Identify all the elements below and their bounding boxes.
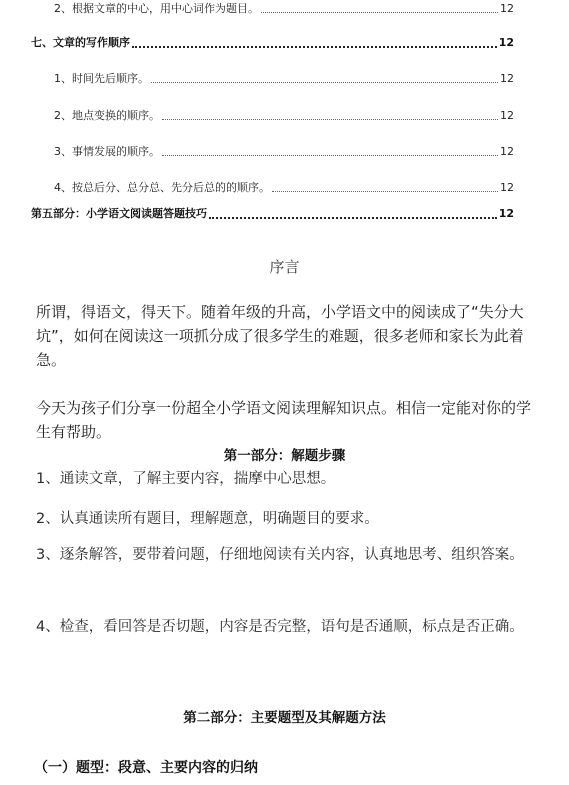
toc-page-number: 12 [500,72,514,85]
toc-entry[interactable] [31,207,514,222]
toc-leader-dots [132,36,497,48]
preface-paragraph: 今天为孩子们分享一份超全小学语文阅读理解知识点。相信一定能对你的学生有帮助。 [36,399,532,441]
step-item: 3、逐条解答，要带着问题，仔细地阅读有关内容，认真地思考、组织答案。 [36,547,524,563]
toc-entry[interactable] [54,2,514,16]
toc-entry-text: 2、根据文章的中心，用中心词作为题目。 [54,2,259,15]
toc-entry[interactable] [54,109,514,123]
toc-page-number: 12 [500,145,514,158]
subsection-heading: （一）题型：段意、主要内容的归纳 [34,760,258,776]
toc-entry[interactable] [54,145,514,159]
toc-entry-text: 七、文章的写作顺序 [31,36,130,49]
step-item: 4、检查，看回答是否切题，内容是否完整，语句是否通顺，标点是否正确。 [36,619,524,635]
toc-leader-dots [162,109,498,120]
section-heading: 第二部分：主要题型及其解题方法 [183,710,386,726]
toc-entry[interactable] [31,36,514,51]
toc-leader-dots [151,72,498,83]
preface-paragraph: 所谓，得语文，得天下。随着年级的升高，小学语文中的阅读成了“失分大坑”，如何在阅读这一项抓分成了很多学生的难题，很多老师和家长为此着急。 [36,303,524,369]
toc-entry-text: 3、事情发展的顺序。 [54,145,160,158]
toc-entry-text: 2、地点变换的顺序。 [54,109,160,122]
toc-entry-text: 4、按总后分、总分总、先分后总的的顺序。 [54,181,270,194]
toc-page-number: 12 [498,36,514,49]
toc-page-number: 12 [498,207,514,220]
toc-leader-dots [261,2,498,13]
toc-entry[interactable] [54,181,514,195]
toc-entry[interactable] [54,72,514,86]
toc-entry-text: 1、时间先后顺序。 [54,72,149,85]
toc-leader-dots [209,207,497,219]
step-item: 2、认真通读所有题目，理解题意，明确题目的要求。 [36,511,379,527]
preface-title: 序言 [269,258,300,276]
toc-entry-text: 第五部分：小学语文阅读题答题技巧 [31,207,207,220]
toc-page-number: 12 [500,181,514,194]
toc-leader-dots [272,181,498,192]
toc-page-number: 12 [500,109,514,122]
step-item: 1、通读文章，了解主要内容，揣摩中心思想。 [36,471,336,487]
toc-leader-dots [162,145,498,156]
section-heading: 第一部分：解题步骤 [223,448,346,464]
toc-page-number: 12 [500,2,514,15]
